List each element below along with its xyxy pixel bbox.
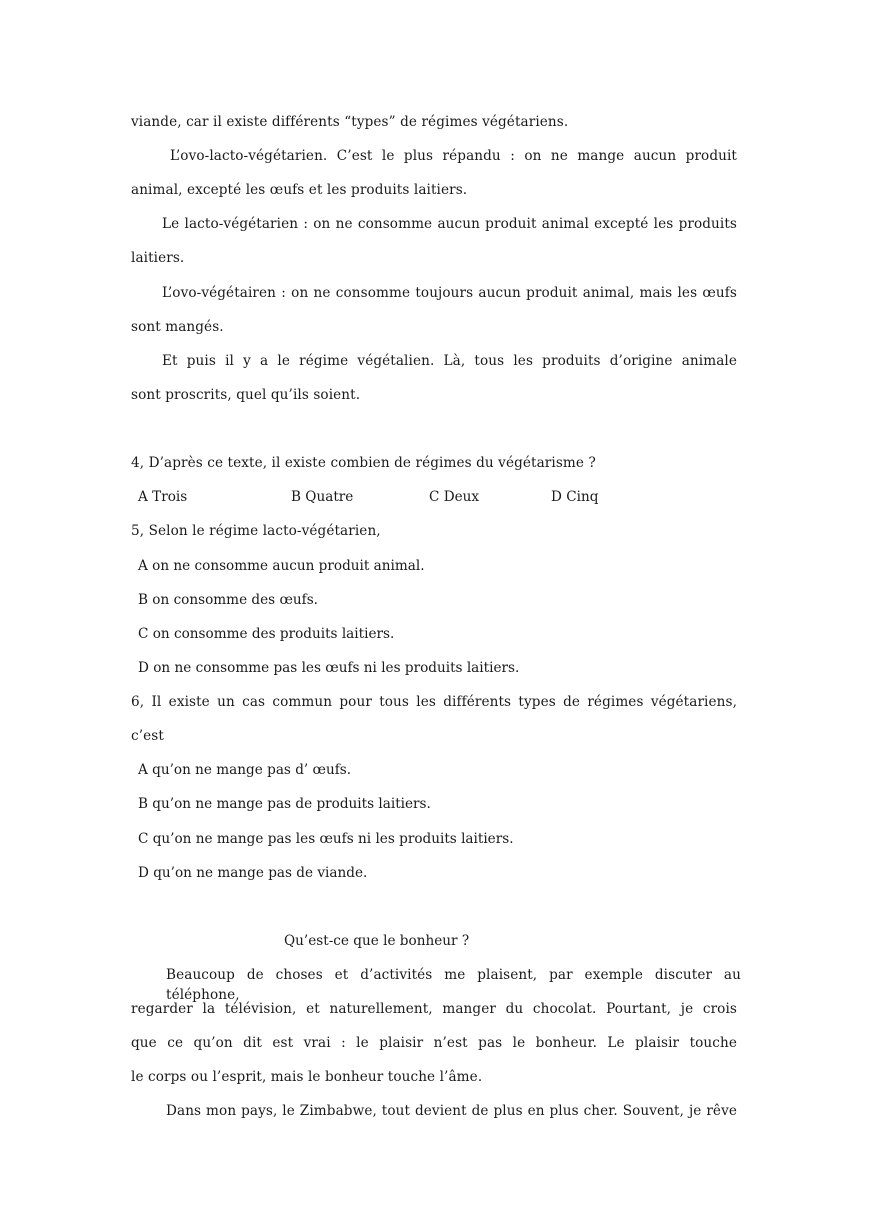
passage-line: Beaucoup de choses et d’activités me plaisent, par exemple discuter au téléphone,: [166, 967, 741, 1003]
passage-line: le corps ou l’esprit, mais le bonheur touche l’âme.: [131, 1069, 483, 1085]
q5-option-d: D on ne consomme pas les œufs ni les produits laitiers.: [138, 660, 520, 676]
passage-line: L’ovo-végétairen : on ne consomme toujours aucun produit animal, mais les œufs: [162, 285, 737, 301]
passage-line: Dans mon pays, le Zimbabwe, tout devient de plus en plus cher. Souvent, je rêve: [166, 1103, 737, 1119]
passage-title: Qu’est-ce que le bonheur ?: [284, 933, 470, 949]
q6-option-d: D qu’on ne mange pas de viande.: [138, 865, 368, 881]
passage-line: viande, car il existe différents “types” de régimes végétariens.: [131, 114, 569, 130]
q5-option-b: B on consomme des œufs.: [138, 592, 318, 608]
question-4: 4, D’après ce texte, il existe combien de régimes du végétarisme ?: [131, 455, 596, 471]
q4-option-c: C Deux: [429, 489, 480, 505]
q4-option-a: A Trois: [138, 489, 188, 505]
passage-line: Le lacto-végétarien : on ne consomme aucun produit animal excepté les produits: [162, 216, 737, 232]
passage-line: sont mangés.: [131, 319, 224, 335]
passage-line: Et puis il y a le régime végétalien. Là, tous les produits d’origine animale: [162, 353, 737, 369]
q5-option-c: C on consomme des produits laitiers.: [138, 626, 395, 642]
passage-line: laitiers.: [131, 250, 185, 266]
q6-option-c: C qu’on ne mange pas les œufs ni les produits laitiers.: [138, 831, 514, 847]
q6-option-a: A qu’on ne mange pas d’ œufs.: [138, 762, 352, 778]
question-6-continued: c’est: [131, 728, 164, 744]
q6-option-b: B qu’on ne mange pas de produits laitiers.: [138, 796, 431, 812]
passage-line: regarder la télévision, et naturellement, manger du chocolat. Pourtant, je crois: [131, 1001, 737, 1017]
question-6: 6, Il existe un cas commun pour tous les différents types de régimes végétariens,: [131, 694, 737, 710]
passage-line: animal, excepté les œufs et les produits laitiers.: [131, 182, 468, 198]
q4-option-d: D Cinq: [551, 489, 599, 505]
question-5: 5, Selon le régime lacto-végétarien,: [131, 523, 381, 539]
passage-line: L’ovo-lacto-végétarien. C’est le plus répandu : on ne mange aucun produit: [170, 148, 737, 164]
q5-option-a: A on ne consomme aucun produit animal.: [138, 558, 425, 574]
passage-line: sont proscrits, quel qu’ils soient.: [131, 387, 361, 403]
passage-line: que ce qu’on dit est vrai : le plaisir n’est pas le bonheur. Le plaisir touche: [131, 1035, 737, 1051]
q4-option-b: B Quatre: [291, 489, 354, 505]
